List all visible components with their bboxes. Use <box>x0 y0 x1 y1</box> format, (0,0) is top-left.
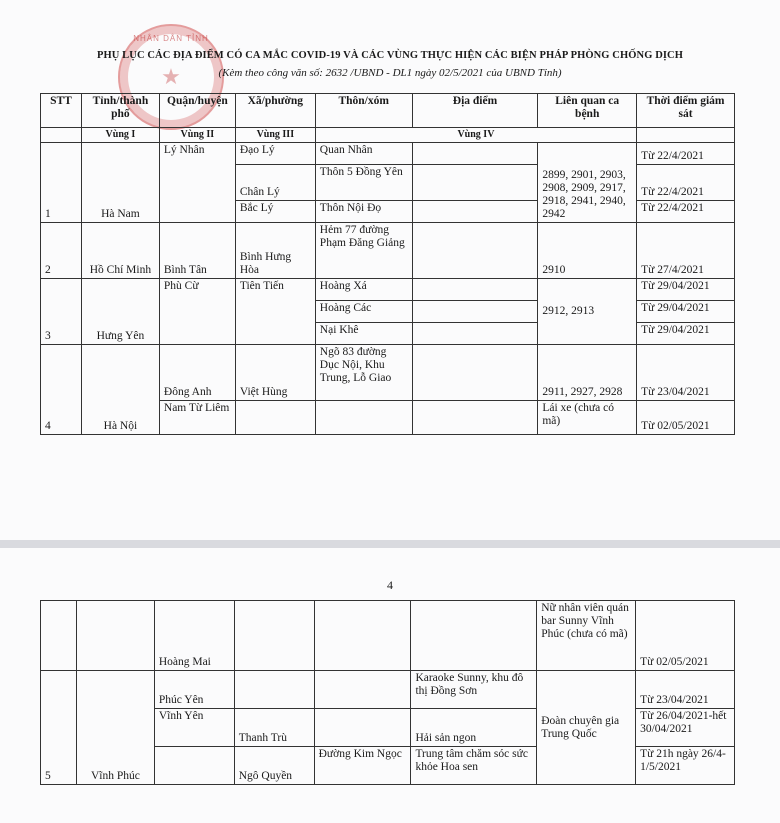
cases-cell: 2910 <box>538 223 637 279</box>
header-cases: Liên quan ca bệnh <box>538 94 637 128</box>
location-cell: Karaoke Sunny, khu đô thị Đồng Sơn <box>411 671 537 709</box>
locations-table-continued <box>40 600 735 785</box>
time-cell: Từ 29/04/2021 <box>637 301 735 323</box>
location-cell: Trung tâm chăm sóc sức khỏe Hoa sen <box>411 747 537 785</box>
ward-cell: Chân Lý <box>235 165 315 201</box>
header-province: Tỉnh/thành phố <box>81 94 159 128</box>
document-page-2 <box>0 548 780 823</box>
time-cell: Từ 22/4/2021 <box>637 165 735 201</box>
zone-3: Vùng III <box>235 128 315 143</box>
province-cell: Hồ Chí Minh <box>81 223 159 279</box>
ward-cell: Thanh Trù <box>234 709 314 747</box>
ward-cell: Bình Hưng Hòa <box>235 223 315 279</box>
cases-cell: Lái xe (chưa có mã) <box>538 401 637 435</box>
cases-cell: Đoàn chuyên gia Trung Quốc <box>537 671 636 785</box>
table-row <box>41 143 735 165</box>
cases-cell: 2899, 2901, 2903, 2908, 2909, 2917, 2918, 2941, 2940, 2942 <box>538 143 637 223</box>
district-cell: Vĩnh Yên <box>154 709 234 747</box>
document-subtitle: (Kèm theo công văn số: 2632 /UBND - DL1 ngày 02/5/2021 của UBND Tỉnh) <box>218 67 562 79</box>
zone-2: Vùng II <box>159 128 235 143</box>
village-cell: Hẻm 77 đường Phạm Đăng Giảng <box>315 223 412 279</box>
stt-cell: 1 <box>41 143 82 223</box>
table-row <box>41 223 735 279</box>
seal-star-icon: ★ <box>161 64 181 89</box>
document-title: PHỤ LỤC CÁC ĐỊA ĐIỂM CÓ CA MẮC COVID-19 VÀ CÁC VÙNG THỰC HIỆN CÁC BIỆN PHÁP PHÒNG CHỐNG DỊCH <box>96 50 684 61</box>
header-row <box>41 94 735 128</box>
cases-cell: 2911, 2927, 2928 <box>538 345 637 401</box>
table-row <box>41 601 735 671</box>
header-district: Quận/huyện <box>159 94 235 128</box>
table-row <box>41 279 735 301</box>
ward-cell: Tiên Tiến <box>235 279 315 345</box>
time-cell: Từ 23/04/2021 <box>636 671 735 709</box>
time-cell: Từ 02/05/2021 <box>637 401 735 435</box>
ward-cell: Ngô Quyền <box>234 747 314 785</box>
time-cell: Từ 02/05/2021 <box>636 601 735 671</box>
table-row <box>41 671 735 709</box>
zone-4: Vùng IV <box>315 128 636 143</box>
cases-cell: Nữ nhân viên quán bar Sunny Vĩnh Phúc (chưa có mã) <box>537 601 636 671</box>
header-stt: STT <box>41 94 82 128</box>
province-cell: Hà Nội <box>81 345 159 435</box>
province-cell: Vĩnh Phúc <box>76 671 154 785</box>
stt-cell: 3 <box>41 279 82 345</box>
stt-cell: 2 <box>41 223 82 279</box>
village-cell: Thôn Nội Đọ <box>315 201 412 223</box>
stt-cell: 5 <box>41 671 77 785</box>
village-cell: Hoàng Xá <box>315 279 412 301</box>
page-number: 4 <box>387 578 393 592</box>
province-cell: Hà Nam <box>81 143 159 223</box>
village-cell: Hoàng Các <box>315 301 412 323</box>
header-location: Địa điểm <box>412 94 538 128</box>
page-separator <box>0 540 780 548</box>
district-cell: Lý Nhân <box>159 143 235 223</box>
time-cell: Từ 27/4/2021 <box>637 223 735 279</box>
village-cell: Quan Nhân <box>315 143 412 165</box>
district-cell: Bình Tân <box>159 223 235 279</box>
district-cell: Hoàng Mai <box>154 601 234 671</box>
header-village: Thôn/xóm <box>315 94 412 128</box>
village-cell: Đường Kim Ngọc <box>314 747 411 785</box>
time-cell: Từ 23/04/2021 <box>637 345 735 401</box>
village-cell: Thôn 5 Đồng Yên <box>315 165 412 201</box>
location-cell: Hải sản ngon <box>411 709 537 747</box>
table-row <box>41 345 735 401</box>
header-time: Thời điểm giám sát <box>637 94 735 128</box>
district-cell: Phúc Yên <box>154 671 234 709</box>
province-cell: Hưng Yên <box>81 279 159 345</box>
ward-cell: Bắc Lý <box>235 201 315 223</box>
zone-row <box>41 128 735 143</box>
ward-cell: Việt Hùng <box>235 345 315 401</box>
district-cell: Đông Anh <box>159 345 235 401</box>
seal-text: NHÂN DÂN TỈNH <box>133 34 209 43</box>
zone-1: Vùng I <box>81 128 159 143</box>
village-cell: Nại Khê <box>315 323 412 345</box>
header-ward: Xã/phường <box>235 94 315 128</box>
district-cell: Nam Từ Liêm <box>159 401 235 435</box>
village-cell: Ngõ 83 đường Dục Nội, Khu Trung, Lỗ Giao <box>315 345 412 401</box>
district-cell: Phù Cừ <box>159 279 235 345</box>
time-cell: Từ 29/04/2021 <box>637 279 735 301</box>
cases-cell: 2912, 2913 <box>538 279 637 345</box>
time-cell: Từ 26/04/2021-hết 30/04/2021 <box>636 709 735 747</box>
time-cell: Từ 22/4/2021 <box>637 201 735 223</box>
locations-table <box>40 93 735 435</box>
time-cell: Từ 29/04/2021 <box>637 323 735 345</box>
time-cell: Từ 22/4/2021 <box>637 143 735 165</box>
stt-cell: 4 <box>41 345 82 435</box>
ward-cell: Đạo Lý <box>235 143 315 165</box>
time-cell: Từ 21h ngày 26/4-1/5/2021 <box>636 747 735 785</box>
